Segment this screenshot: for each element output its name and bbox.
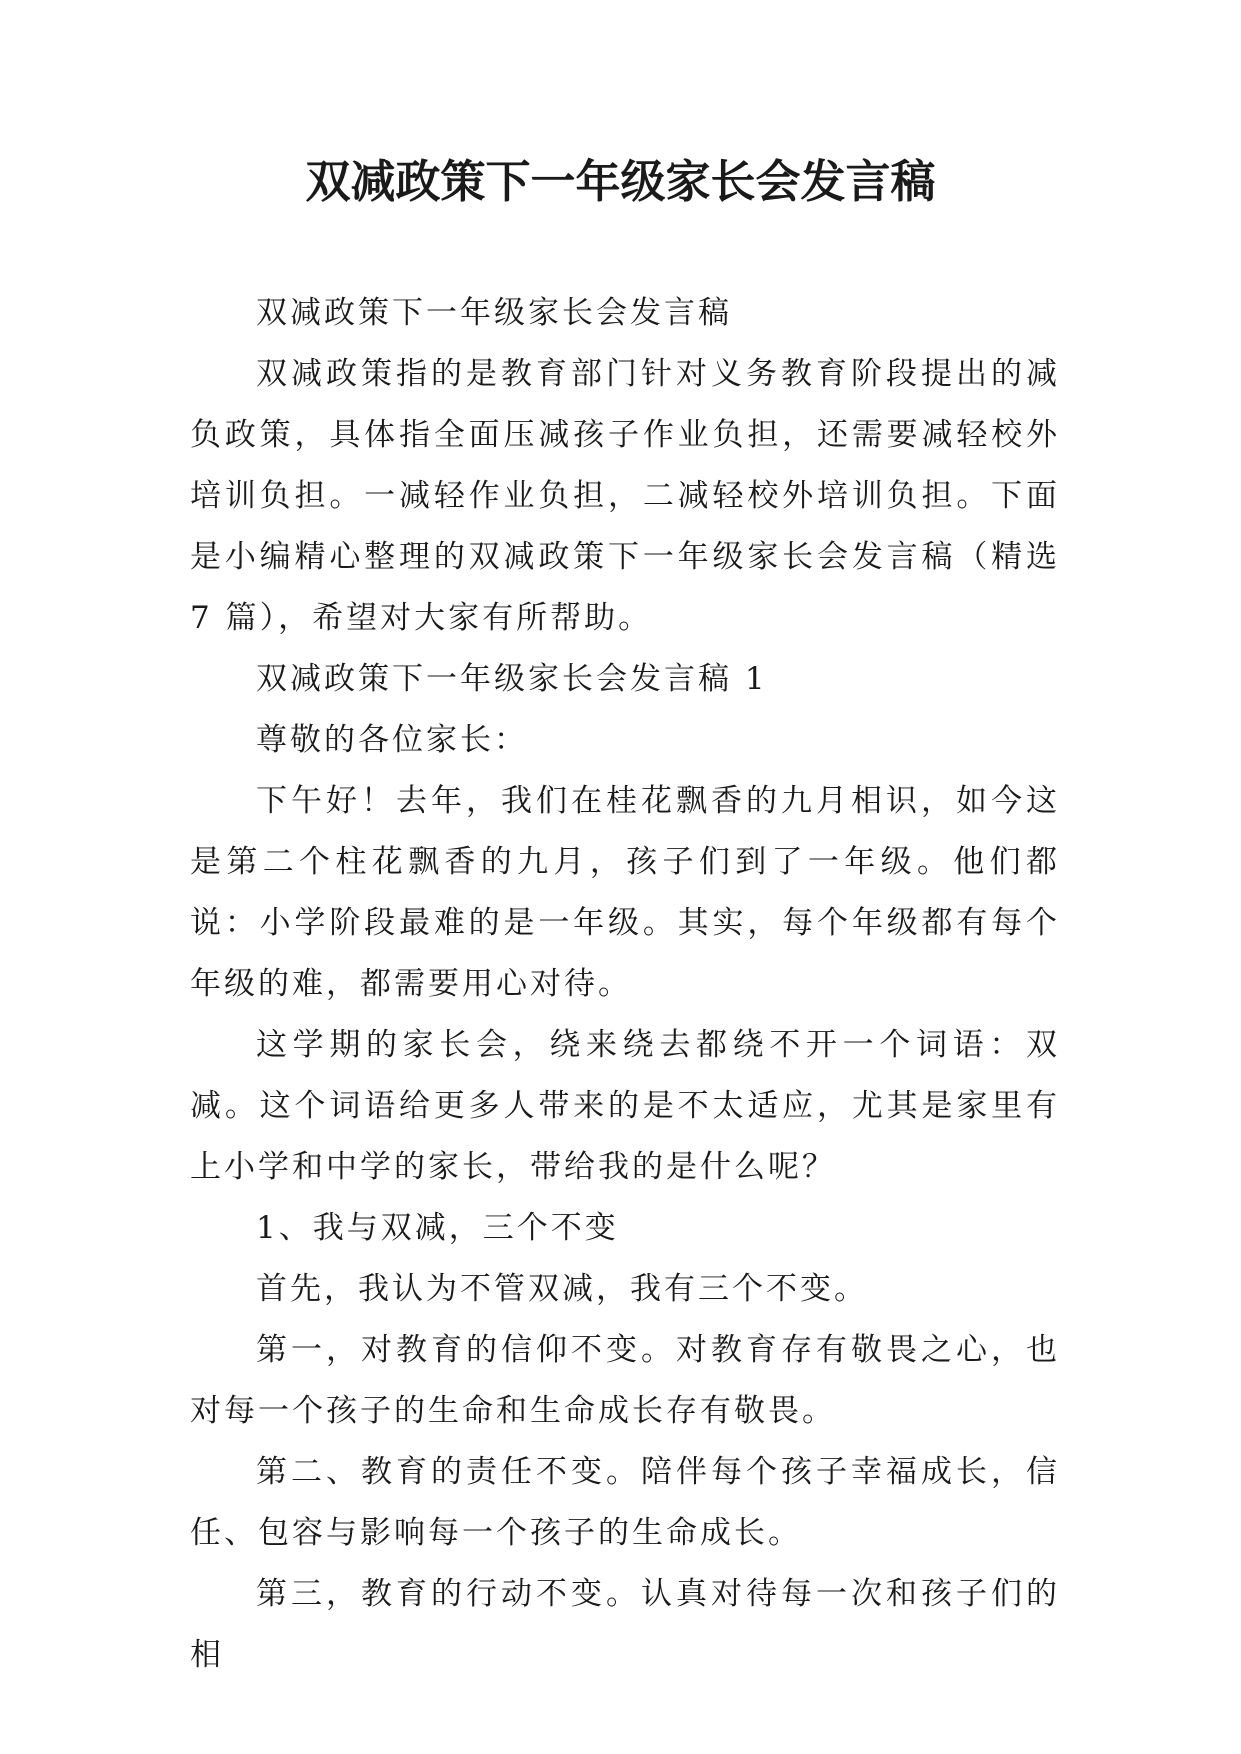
paragraph-second: 第二、教育的责任不变。陪伴每个孩子幸福成长，信任、包容与影响每一个孩子的生命成长。 — [190, 1454, 1060, 1551]
document-title: 双减政策下一年级家长会发言稿 — [305, 155, 936, 208]
paragraph-salutation: 尊敬的各位家长： — [256, 722, 528, 758]
paragraph-first: 第一，对教育的信仰不变。对教育存有敬畏之心，也对每一个孩子的生命和生命成长存有敬畏。 — [190, 1332, 1060, 1429]
paragraph-double-reduction: 这学期的家长会，绕来绕去都绕不开一个词语：双减。这个词语给更多人带来的是不太适应，尤其是家里有上小学和中学的家长，带给我的是什么呢？ — [190, 1027, 1060, 1185]
paragraph-intro: 双减政策指的是教育部门针对义务教育阶段提出的减负政策，具体指全面压减孩子作业负担，还需要减轻校外培训负担。一减轻作业负担，二减轻校外培训负担。下面是小编精心整理的双减政策下一年级家长会发言稿（精选 7 篇），希望对大家有所帮助。 — [190, 356, 1060, 636]
paragraph-subheading: 1、我与双减，三个不变 — [256, 1210, 619, 1246]
paragraph-third: 第三，教育的行动不变。认真对待每一次和孩子们的相 — [190, 1576, 1060, 1673]
document-body — [190, 283, 1060, 1686]
paragraph-greeting: 下午好！去年，我们在桂花飘香的九月相识，如今这是第二个柱花飘香的九月，孩子们到了一年级。他们都说：小学阶段最难的是一年级。其实，每个年级都有每个年级的难，都需要用心对待。 — [190, 783, 1060, 1002]
paragraph-heading: 双减政策下一年级家长会发言稿 — [256, 295, 732, 331]
paragraph-section-title: 双减政策下一年级家长会发言稿 1 — [256, 661, 768, 697]
paragraph-three-unchanged: 首先，我认为不管双减，我有三个不变。 — [256, 1271, 868, 1307]
